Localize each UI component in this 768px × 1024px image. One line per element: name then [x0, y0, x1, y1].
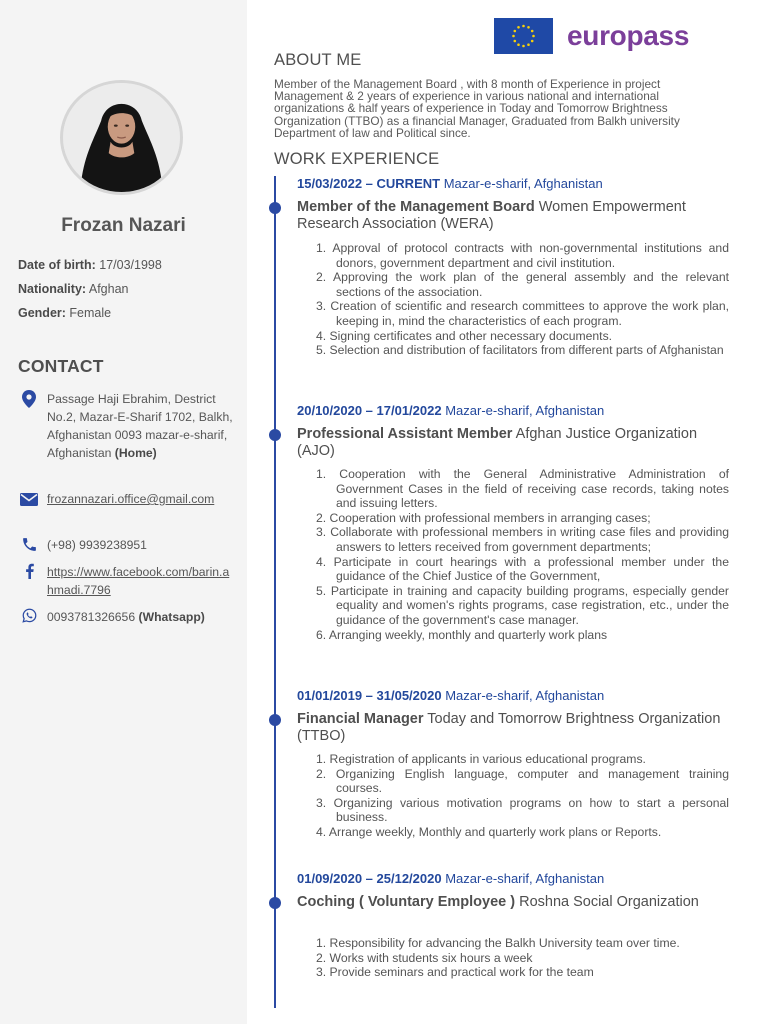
- duty-item: 1. Approval of protocol contracts with non-governmental institutions and donors, government department and civil institution.: [316, 241, 729, 270]
- duty-item: 5. Selection and distribution of facilitators from different parts of Afghanistan: [316, 343, 724, 358]
- timeline-dot: [269, 714, 281, 726]
- facebook-text[interactable]: [47, 563, 233, 599]
- duty-item: 2. Works with students six hours a week: [316, 950, 533, 965]
- address-text: [47, 390, 233, 462]
- gender-value: Female: [69, 306, 112, 320]
- profile-photo: [60, 80, 183, 195]
- timeline-line: [274, 176, 276, 1008]
- duty-item: 4. Arrange weekly, Monthly and quarterly work plans or Reports.: [316, 824, 662, 839]
- email-link[interactable]: frozannazari.office@gmail.com: [47, 492, 215, 506]
- job-date-range: 20/10/2020 – 17/01/2022: [297, 403, 442, 418]
- profile-photo-image: [63, 83, 180, 192]
- job-location: Mazar-e-sharif, Afghanistan: [445, 871, 605, 886]
- job-date-range: 01/09/2020 – 25/12/2020: [297, 871, 442, 886]
- job-role: Coching ( Voluntary Employee ): [297, 894, 516, 910]
- timeline-dot: [269, 202, 281, 214]
- contact-facebook: [18, 563, 233, 599]
- duty-item: 1. Registration of applicants in various educational programs.: [316, 752, 646, 766]
- job-location: Mazar-e-sharif, Afghanistan: [445, 688, 605, 703]
- job-date-range: 15/03/2022 – CURRENT: [297, 176, 441, 191]
- europass-wordmark: europass: [567, 20, 690, 51]
- duty-item: 4. Signing certificates and other necessary documents.: [316, 328, 613, 343]
- contact-address: [18, 390, 233, 462]
- duty-item: 2. Approving the work plan of the general assembly and the relevant sections of the association.: [316, 270, 729, 299]
- eu-flag-icon: [494, 18, 553, 54]
- duty-item: 3. Organizing various motivation programs on how to start a personal business.: [316, 795, 729, 825]
- job-date-range: 01/01/2019 – 31/05/2020: [297, 688, 442, 703]
- duty-item: 3. Provide seminars and practical work for the team: [316, 965, 594, 980]
- europass-logo: [494, 18, 689, 54]
- duty-item: 1. Responsibility for advancing the Balkh University team over time.: [316, 936, 680, 950]
- job-date: [297, 403, 604, 418]
- job-duties: [316, 936, 729, 980]
- duty-item: 4. Participate in court hearings with a professional member under the guidance of the Chief Justice of the Government,: [316, 554, 729, 584]
- duty-item: 3. Collaborate with professional members in writing case files and providing answers to letters received from government departments;: [316, 525, 729, 554]
- nationality-label: Nationality:: [18, 282, 87, 296]
- job-title: [297, 711, 727, 745]
- address-value: Passage Haji Ebrahim, Destrict No.2, Mazar-E-Sharif 1702, Balkh, Afghanistan 0093 mazar-e-sharif, Afghanistan: [47, 392, 233, 460]
- contact-email: [18, 490, 233, 508]
- person-name: Frozan Nazari: [61, 215, 186, 236]
- sidebar: [0, 0, 247, 1024]
- gender: [18, 306, 111, 320]
- email-text[interactable]: [47, 490, 214, 508]
- whatsapp-text: [47, 608, 205, 626]
- job-organization: Women Empowerment Research Association (WERA): [297, 199, 686, 232]
- whatsapp-icon: [18, 608, 40, 623]
- about-text: Member of the Management Board , with 8 month of Experience in project Management & 2 years of experience in various national and international organizations & half years of experience in Today and Tomorrow Brightness Organization (TTBO) as a financial Manager, Graduated from Balkh university Department of law and Political since.: [274, 77, 680, 140]
- nationality-value: Afghan: [88, 282, 129, 296]
- contact-whatsapp: [18, 608, 233, 626]
- duty-item: 1. Cooperation with the General Administrative Administration of Government Cases in the field of receiving case records, taking notes and issuing letters.: [316, 467, 729, 511]
- job-organization: Today and Tomorrow Brightness Organization (TTBO): [297, 711, 721, 744]
- whatsapp-tag: (Whatsapp): [138, 610, 205, 624]
- job-duties: [316, 752, 729, 840]
- job-organization: Afghan Justice Organization (AJO): [297, 426, 698, 459]
- job-date: [297, 871, 604, 886]
- job-title: [297, 426, 727, 460]
- phone-text: (+98) 9939238951: [47, 538, 147, 552]
- contact-heading: CONTACT: [18, 356, 104, 376]
- timeline-dot: [269, 897, 281, 909]
- duty-item: 5. Participate in training and capacity building programs, especially gender equality and women's rights programs, case registration, etc., under the guidance of the government's case manager.: [316, 583, 729, 627]
- about-heading: ABOUT ME: [274, 51, 362, 69]
- work-heading: WORK EXPERIENCE: [274, 150, 440, 168]
- duty-item: 6. Arranging weekly, monthly and quarterly work plans: [316, 627, 608, 642]
- location-pin-icon: [18, 390, 40, 408]
- phone-icon: [18, 536, 40, 553]
- facebook-link[interactable]: https://www.facebook.com/barin.ahmadi.7796: [47, 565, 230, 597]
- date-of-birth: [18, 258, 162, 272]
- envelope-icon: [18, 490, 40, 506]
- job-duties: [316, 241, 729, 358]
- job-duties: [316, 467, 729, 642]
- job-role: Financial Manager: [297, 711, 424, 727]
- job-date: [297, 688, 604, 703]
- nationality: [18, 282, 128, 296]
- contact-phone: [18, 536, 233, 554]
- gender-label: Gender:: [18, 306, 66, 320]
- job-role: Professional Assistant Member: [297, 426, 513, 442]
- job-date: [297, 176, 603, 191]
- duty-item: 2. Organizing English language, computer and management training courses.: [316, 766, 729, 796]
- date-of-birth-value: 17/03/1998: [99, 258, 162, 272]
- job-organization: Roshna Social Organization: [519, 894, 699, 910]
- job-title: [297, 199, 727, 233]
- facebook-icon: [18, 563, 40, 579]
- whatsapp-number: 0093781326656: [47, 610, 136, 624]
- date-of-birth-label: Date of birth:: [18, 258, 96, 272]
- job-location: Mazar-e-sharif, Afghanistan: [445, 403, 605, 418]
- timeline-dot: [269, 429, 281, 441]
- address-tag: (Home): [114, 446, 157, 460]
- duty-item: 2. Cooperation with professional members in arranging cases;: [316, 510, 651, 525]
- job-role: Member of the Management Board: [297, 199, 535, 215]
- job-title: [297, 894, 727, 911]
- job-location: Mazar-e-sharif, Afghanistan: [443, 176, 603, 191]
- duty-item: 3. Creation of scientific and research committees to approve the work plan, keeping in, mind the characteristics of each program.: [316, 299, 729, 328]
